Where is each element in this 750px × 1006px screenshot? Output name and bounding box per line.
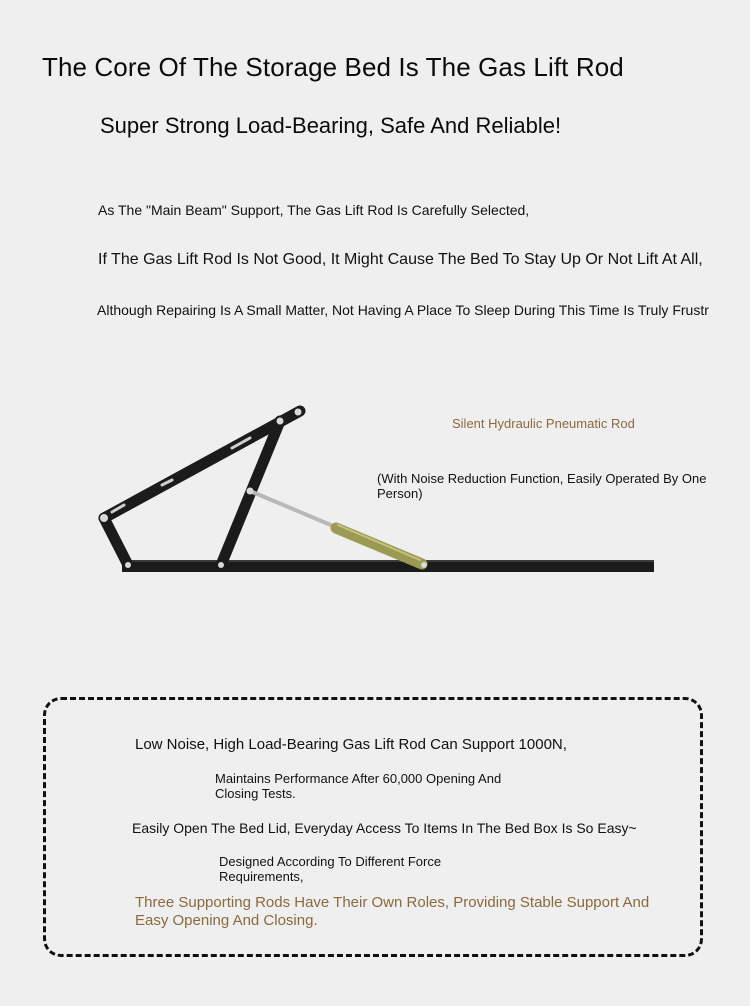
intro-line-3: Although Repairing Is A Small Matter, Not Having A Place To Sleep During This Time Is Truly Frustr: [97, 302, 709, 318]
page-subtitle: Super Strong Load-Bearing, Safe And Reliable!: [100, 113, 562, 138]
feature-item-2: Maintains Performance After 60,000 Opening And Closing Tests.: [215, 771, 502, 801]
feature-item-5: Three Supporting Rods Have Their Own Roles, Providing Stable Support And Easy Opening And Closing.: [135, 894, 650, 929]
feature-item-3: Easily Open The Bed Lid, Everyday Access To Items In The Bed Box Is So Easy~: [132, 820, 637, 836]
long-arm: [104, 411, 300, 518]
feature-item-1: Low Noise, High Load-Bearing Gas Lift Rod Can Support 1000N,: [135, 736, 567, 753]
intro-line-2: If The Gas Lift Rod Is Not Good, It Might Cause The Bed To Stay Up Or Not Lift At All,: [98, 251, 703, 268]
intro-line-1: As The "Main Beam" Support, The Gas Lift Rod Is Carefully Selected,: [98, 202, 530, 218]
short-link: [104, 518, 128, 565]
rod-description-label: (With Noise Reduction Function, Easily Operated By One Person): [377, 471, 707, 501]
gas-rod-piston: [250, 491, 338, 528]
feature-item-4: Designed According To Different Force Requirements,: [219, 854, 442, 884]
rod-title-label: Silent Hydraulic Pneumatic Rod: [452, 416, 635, 431]
gas-rod-cylinder: [336, 528, 422, 564]
page-title: The Core Of The Storage Bed Is The Gas Lift Rod: [42, 52, 624, 82]
